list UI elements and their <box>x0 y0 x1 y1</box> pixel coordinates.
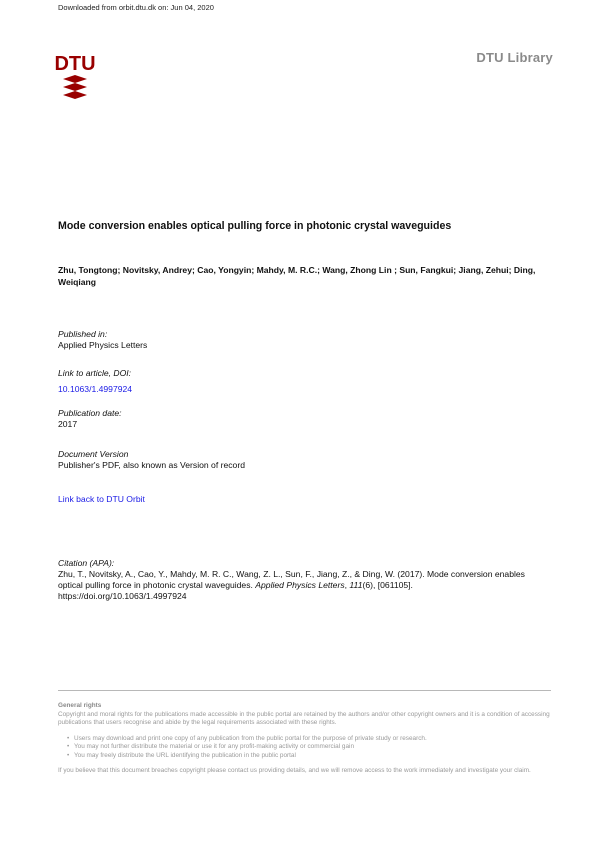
doi-link[interactable]: 10.1063/1.4997924 <box>58 384 133 394</box>
doi-label: Link to article, DOI: <box>58 368 132 378</box>
citation-text <box>58 569 538 602</box>
rights-list <box>58 735 552 761</box>
orbit-link[interactable]: Link back to DTU Orbit <box>58 494 145 504</box>
doi-block <box>58 368 132 397</box>
document-version-block <box>58 449 245 471</box>
published-in-label: Published in: <box>58 329 108 339</box>
general-rights <box>58 702 552 775</box>
document-version-label: Document Version <box>58 449 129 459</box>
general-rights-closing: If you believe that this document breaches copyright please contact us providing details, and we will remove access to the work immediately and investigate your claim. <box>58 766 531 774</box>
published-in-block <box>58 329 147 351</box>
dtu-logo-text: DTU <box>54 53 96 75</box>
download-note: Downloaded from orbit.dtu.dk on: Jun 04, 2020 <box>58 3 214 12</box>
general-rights-intro: Copyright and moral rights for the publications made accessible in the public portal are retained by the authors and/or other copyright owners and it is a condition of accessing publications that users recognise and abide by the legal requirements associated with these rights. <box>58 710 550 727</box>
publication-date-label: Publication date: <box>58 408 122 418</box>
citation-journal: Applied Physics Letters <box>255 580 345 590</box>
dtu-logo <box>54 52 96 104</box>
citation-volume: 111 <box>349 580 363 590</box>
document-version-value: Publisher's PDF, also known as Version of record <box>58 460 245 470</box>
citation-text-part: Zhu, T., Novitsky, A., Cao, Y., Mahdy, M. R. C., Wang, Z. L., Sun, F., Jiang, Z., & Ding, W. (2017). Mode conversion enables optical pulling force in photonic crystal waveguides. <box>58 569 525 590</box>
list-item: • Users may download and print one copy of any publication from the public portal for the purpose of private study or research. <box>74 735 552 744</box>
publication-date-value: 2017 <box>58 419 78 429</box>
citation-text-part: (6), [061105]. https://doi.org/10.1063/1.4997924 <box>58 580 413 601</box>
divider <box>58 690 551 691</box>
article-title: Mode conversion enables optical pulling force in photonic crystal waveguides <box>58 220 452 232</box>
citation-label: Citation (APA): <box>58 558 115 568</box>
publication-date-block <box>58 408 122 430</box>
list-item: • You may not further distribute the material or use it for any profit-making activity or commercial gain <box>74 743 552 752</box>
citation-block <box>58 558 538 602</box>
citation-text-part: , <box>344 580 350 590</box>
author-list: Zhu, Tongtong; Novitsky, Andrey; Cao, Yongyin; Mahdy, M. R.C.; Wang, Zhong Lin ; Sun, Fangkui; Jiang, Zehui; Ding, Weiqiang <box>58 265 536 287</box>
published-in-value: Applied Physics Letters <box>58 340 148 350</box>
dtu-library-label: DTU Library <box>476 50 553 65</box>
general-rights-title: General rights <box>58 702 102 709</box>
list-item: • You may freely distribute the URL identifying the publication in the public portal <box>74 752 552 761</box>
